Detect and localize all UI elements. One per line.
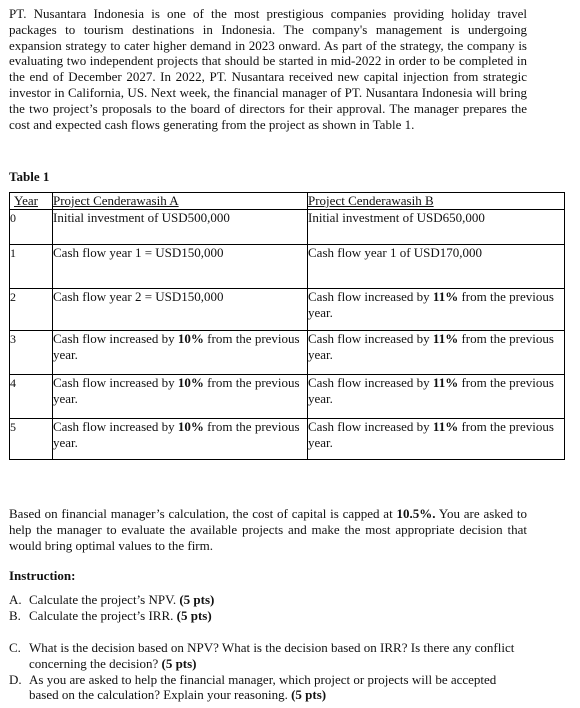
project-a-cell: Cash flow increased by 10% from the previous year. xyxy=(53,331,308,375)
table-header-row xyxy=(10,193,565,210)
table-row xyxy=(10,331,565,375)
project-b-cell: Initial investment of USD650,000 xyxy=(308,210,565,245)
year-cell: 1 xyxy=(10,245,53,289)
question-item: C. What is the decision based on NPV? What is the decision based on IRR? Is there any conflict concerning the decision? (5 pts) xyxy=(9,640,515,671)
question-item: B. Calculate the project’s IRR. (5 pts) xyxy=(9,607,212,623)
project-a-cell: Cash flow increased by 10% from the previous year. xyxy=(53,419,308,460)
project-a-cell: Cash flow increased by 10% from the previous year. xyxy=(53,375,308,419)
year-cell: 4 xyxy=(10,375,53,419)
question-list-ab xyxy=(9,592,214,624)
header-project-b: Project Cenderawasih B xyxy=(308,193,565,210)
year-cell: 0 xyxy=(10,210,53,245)
project-b-cell: Cash flow increased by 11% from the previous year. xyxy=(308,289,565,331)
project-b-cell: Cash flow year 1 of USD170,000 xyxy=(308,245,565,289)
question-item: D. As you are asked to help the financial manager, which project or projects will be accepted based on the calculation? Explain your reasoning. (5 pts) xyxy=(9,671,497,703)
table-title: Table 1 xyxy=(9,169,50,184)
project-b-cell: Cash flow increased by 11% from the previous year. xyxy=(308,419,565,460)
year-cell: 3 xyxy=(10,331,53,375)
project-a-cell: Cash flow year 2 = USD150,000 xyxy=(53,289,308,331)
table-row xyxy=(10,375,565,419)
table-row xyxy=(10,210,565,245)
project-b-cell: Cash flow increased by 11% from the previous year. xyxy=(308,375,565,419)
cost-of-capital-paragraph: Based on financial manager’s calculation, the cost of capital is capped at 10.5%. You are asked to help the manager to evaluate the available projects and make the most appropriate decision that would bring optimal values to the firm. xyxy=(9,506,528,553)
project-a-cell: Cash flow year 1 = USD150,000 xyxy=(53,245,308,289)
question-list-cd xyxy=(9,640,521,703)
question-item: A. Calculate the project’s NPV. (5 pts) xyxy=(9,592,215,607)
project-a-cell: Initial investment of USD500,000 xyxy=(53,210,308,245)
table-row xyxy=(10,245,565,289)
table-row xyxy=(10,419,565,460)
year-cell: 2 xyxy=(10,289,53,331)
intro-paragraph: PT. Nusantara Indonesia is one of the most prestigious companies providing holiday travel packages to tourism destinations in Indonesia. The company's management is undergoing expansion strategy to cater higher demand in 2023 onward. As part of the strategy, the company is evaluating two independent projects that should be started in mid-2022 in order to be completed in the end of December 2027. In 2022, PT. Nusantara received new capital injection from strategic investor in California, US. Next week, the financial manager of PT. Nusantara Indonesia will bring the two project’s proposals to the board of directors for their approval. The manager prepares the cost and expected cash flows generating from the project as shown in Table 1. xyxy=(9,6,527,132)
table-row xyxy=(10,289,565,331)
header-project-a: Project Cenderawasih A xyxy=(53,193,308,210)
cash-flow-table xyxy=(9,192,565,460)
header-year: Year xyxy=(10,193,53,210)
project-b-cell: Cash flow increased by 11% from the previous year. xyxy=(308,331,565,375)
year-cell: 5 xyxy=(10,419,53,460)
instruction-heading: Instruction: xyxy=(9,568,76,583)
